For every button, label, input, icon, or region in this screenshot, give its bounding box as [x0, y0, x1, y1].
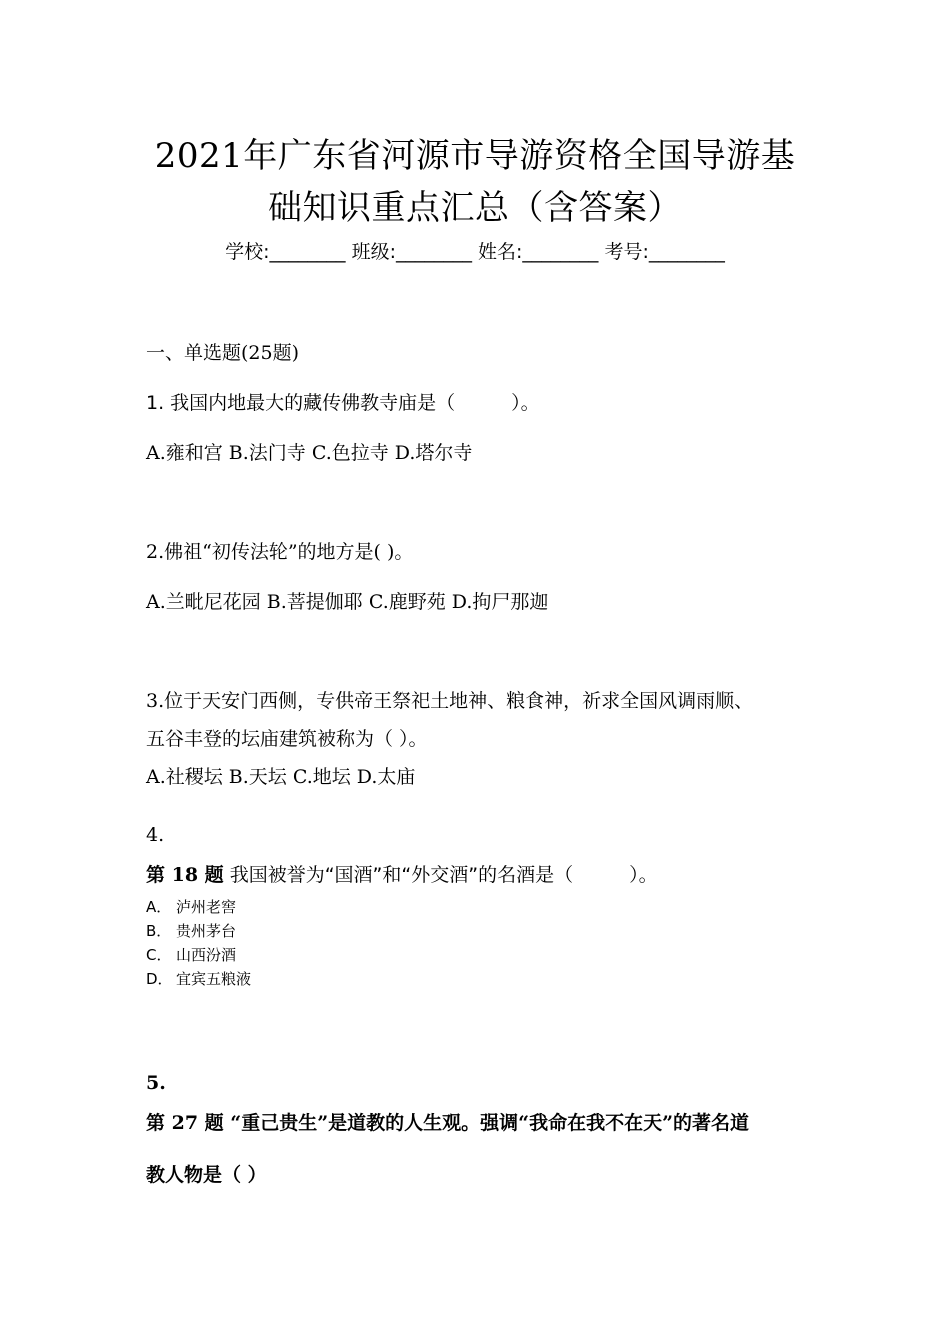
- question-1-stem: [146, 388, 540, 415]
- document-title-line-1: 2021年广东省河源市导游资格全国导游基: [154, 136, 796, 176]
- question-4-stem-end: ）。: [629, 864, 658, 886]
- question-4-option-a: [146, 896, 236, 917]
- question-5-number: 5.: [146, 1072, 166, 1094]
- question-3-options: A.社稷坛 B.天坛 C.地坛 D.太庙: [146, 766, 416, 788]
- question-2-stem: 2.佛祖“初传法轮”的地方是( )。: [146, 541, 414, 563]
- question-1-stem-text: 1. 我国内地最大的藏传佛教寺庙是（: [146, 392, 456, 414]
- question-4-number: 4.: [146, 824, 165, 846]
- question-3-stem-line-1: 3.位于天安门西侧，专供帝王祭祀土地神、粮食神，祈求全国风调雨顺、: [146, 690, 754, 712]
- document-title-line-2: 础知识重点汇总（含答案）: [268, 188, 682, 228]
- question-1-options: A.雍和宫 B.法门寺 C.色拉寺 D.塔尔寺: [146, 442, 473, 464]
- question-4-stem-text: 我国被誉为“国酒”和“外交酒”的名酒是（: [223, 864, 574, 886]
- question-5-stem-line-1: 第 27 题 “重己贵生”是道教的人生观。强调“我命在我不在天”的著名道: [146, 1112, 750, 1134]
- option-letter: B．: [146, 922, 172, 940]
- option-letter: C．: [146, 946, 172, 964]
- question-4-label: 第 18 题: [146, 864, 224, 886]
- question-4-option-b: [146, 920, 236, 941]
- option-text: 山西汾酒: [176, 946, 237, 964]
- question-4-option-d: [146, 968, 251, 989]
- option-text: 泸州老窖: [176, 898, 237, 916]
- student-info-line: 学校:________ 班级:________ 姓名:________ 考号:________: [225, 241, 725, 263]
- question-4-stem: [146, 860, 658, 887]
- option-text: 宜宾五粮液: [176, 970, 252, 988]
- option-letter: A．: [146, 898, 172, 916]
- option-text: 贵州茅台: [176, 922, 237, 940]
- question-5-stem-line-2: 教人物是（ ）: [146, 1164, 267, 1186]
- question-2-options: A.兰毗尼花园 B.菩提伽耶 C.鹿野苑 D.拘尸那迦: [146, 591, 549, 613]
- section-heading: 一、单选题(25题): [146, 342, 300, 364]
- question-1-stem-end: ）。: [511, 392, 540, 414]
- question-3-stem-line-2: 五谷丰登的坛庙建筑被称为（ ）。: [146, 728, 428, 750]
- question-4-option-c: [146, 944, 236, 965]
- option-letter: D．: [146, 970, 173, 988]
